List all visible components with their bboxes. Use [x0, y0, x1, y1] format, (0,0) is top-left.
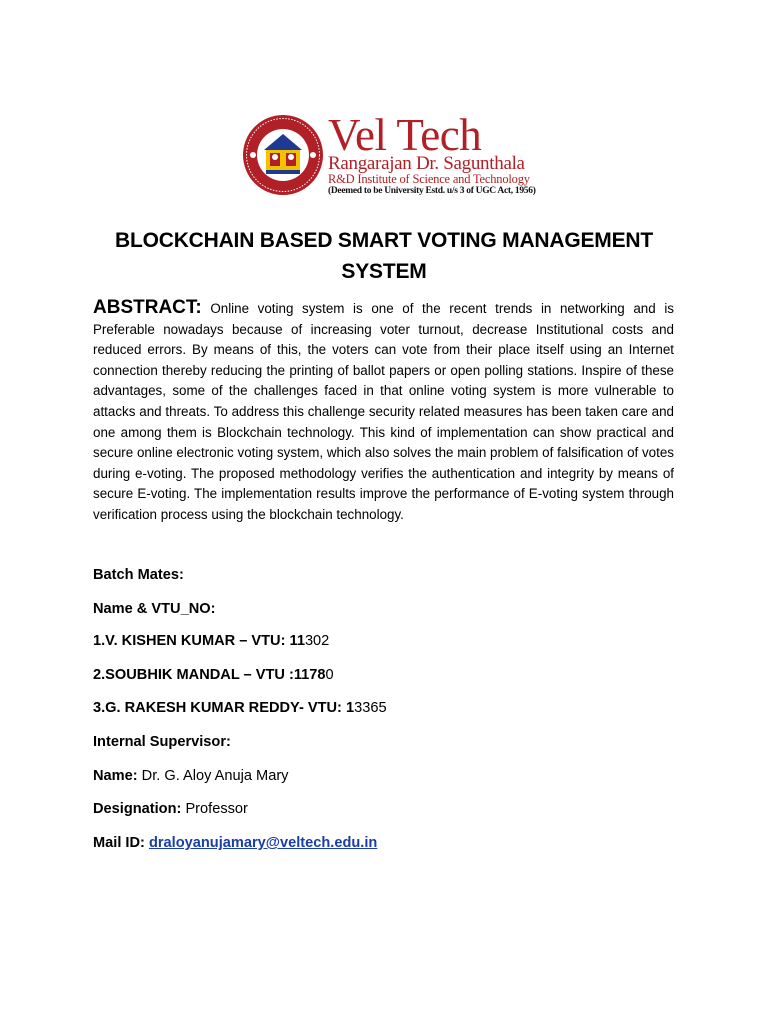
- member-row: [93, 666, 674, 684]
- brand-subtitle: Rangarajan Dr. Sagunthala: [328, 153, 525, 174]
- university-wordmark: [328, 112, 538, 197]
- name-vtu-label: Name & VTU_NO:: [93, 601, 216, 617]
- university-seal-icon: [242, 114, 324, 196]
- supervisor-name-row: [93, 767, 674, 785]
- document-title: [80, 225, 688, 287]
- member-vtu-suffix: 3365: [354, 700, 387, 716]
- designation-value: Professor: [185, 801, 248, 817]
- title-line-1: BLOCKCHAIN BASED SMART VOTING MANAGEMENT: [115, 229, 653, 252]
- abstract-paragraph: [93, 298, 674, 526]
- designation-label: Designation:: [93, 801, 182, 817]
- supervisor-name: Dr. G. Aloy Anuja Mary: [141, 768, 289, 784]
- mail-row: [93, 834, 674, 852]
- member-name: 3.G. RAKESH KUMAR REDDY- VTU: 1: [93, 700, 355, 716]
- internal-supervisor-label: Internal Supervisor:: [93, 734, 231, 750]
- title-line-2: SYSTEM: [341, 260, 427, 283]
- email-link[interactable]: draloyanujamary@veltech.edu.in: [148, 835, 378, 851]
- name-label: Name:: [93, 768, 138, 784]
- member-row: [93, 632, 674, 650]
- brand-name: Vel Tech: [328, 110, 482, 160]
- brand-deemed-note: (Deemed to be University Estd. u/s 3 of UGC Act, 1956): [328, 186, 536, 196]
- member-vtu-suffix: 0: [325, 667, 334, 683]
- abstract-label: ABSTRACT:: [93, 297, 202, 318]
- mail-label: Mail ID:: [93, 835, 145, 851]
- abstract-text: Online voting system is one of the recent trends in networking and is Preferable nowadays because of increasing voter turnout, decrease Institutional costs and reduced errors. By means of this, the voters can vote from their place itself using an Internet connection thereby reducing the printing of ballot papers or open polling stations. Inspire of these advantages, some of the challenges faced in that online voting system is more vulnerable to attacks and threats. To address this challenge security related measures has been taken care and one among them is Blockchain technology. This kind of implementation can show practical and secure online electronic voting system, which also solves the main problem of falsification of votes during e-voting. The proposed methodology verifies the authentication and integrity by means of secure E-voting. The implementation results improve the performance of E-voting system through verification process using the blockchain technology.: [93, 301, 674, 522]
- designation-row: [93, 800, 674, 818]
- member-vtu-suffix: 302: [304, 633, 330, 649]
- brand-institute: R&D Institute of Science and Technology: [328, 172, 530, 186]
- member-row: [93, 699, 674, 717]
- batch-mates-label: Batch Mates:: [93, 567, 184, 583]
- member-name: 1.V. KISHEN KUMAR – VTU: 11: [93, 633, 305, 649]
- member-name: 2.SOUBHIK MANDAL – VTU :1178: [93, 667, 326, 683]
- university-logo: [242, 110, 536, 198]
